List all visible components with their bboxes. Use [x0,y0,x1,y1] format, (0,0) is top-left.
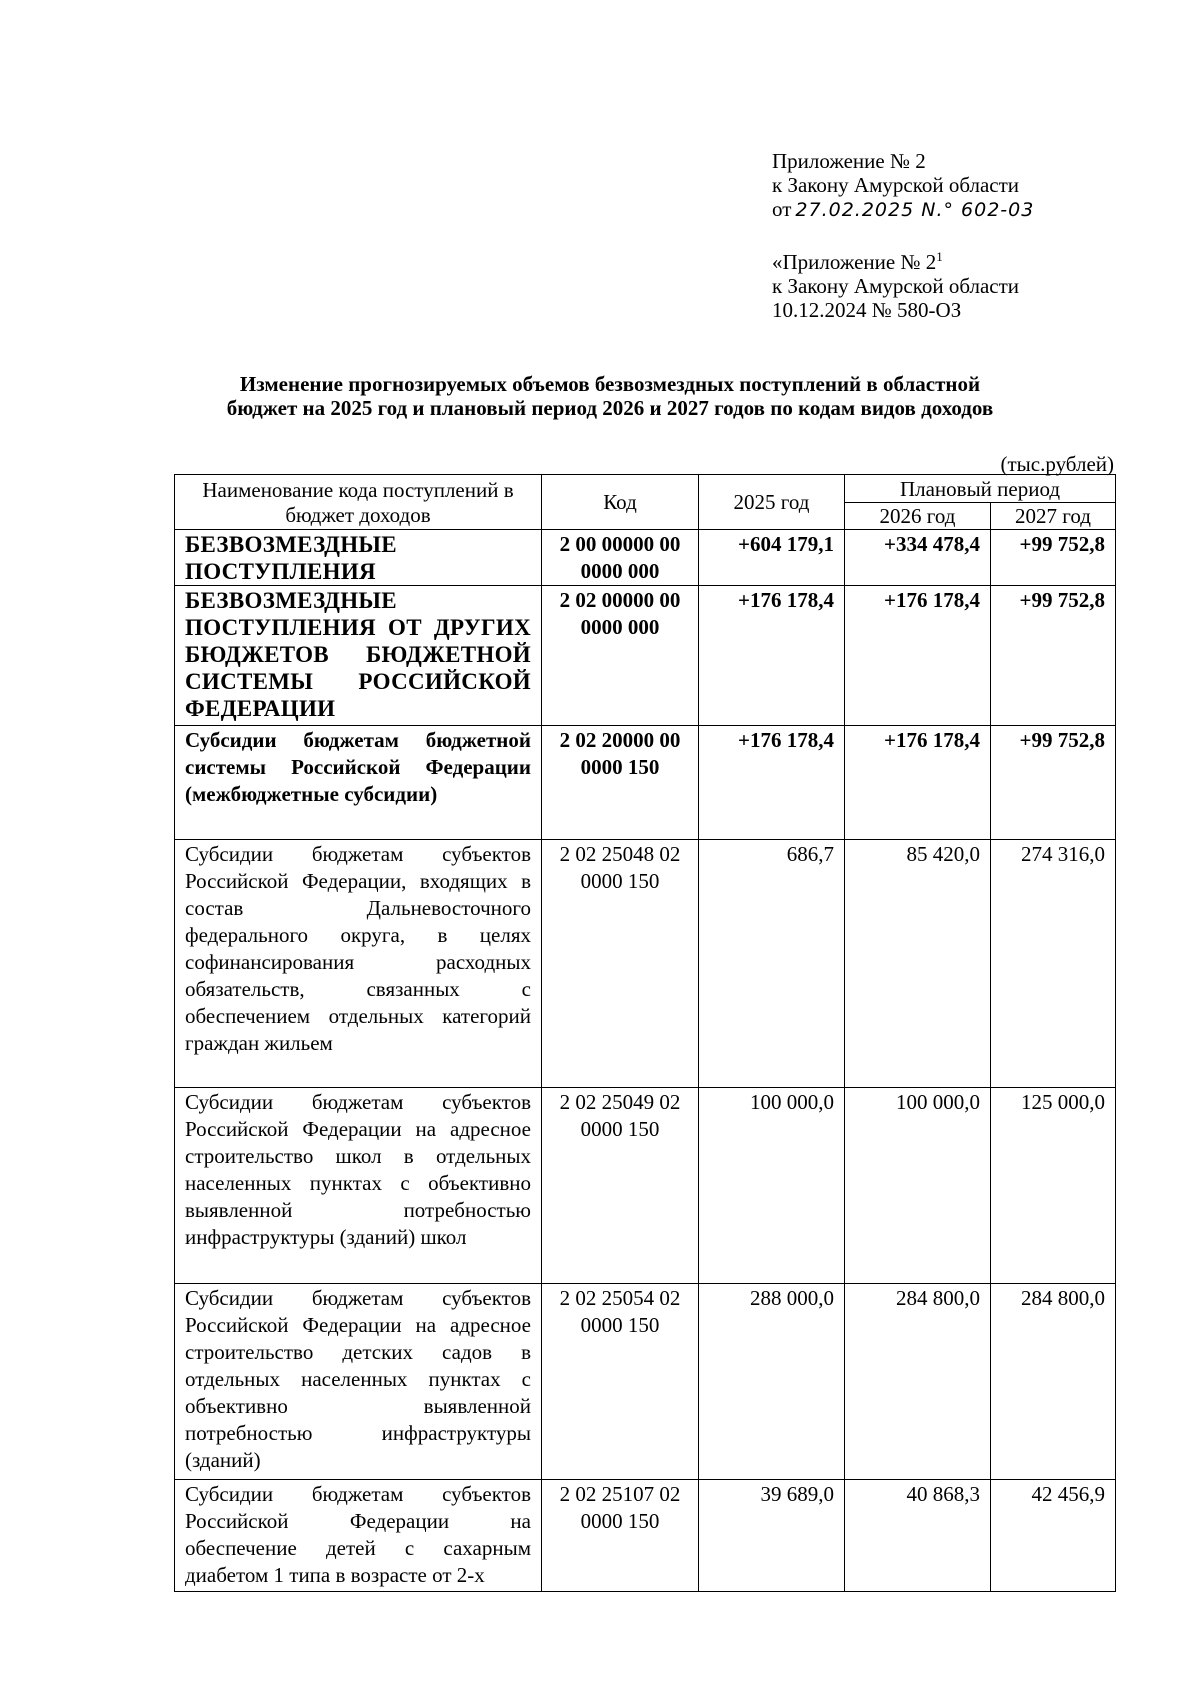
row-code: 2 02 25107 02 0000 150 [542,1480,699,1592]
row-2026: 40 868,3 [845,1480,991,1592]
previous-appendix-header [772,250,1019,322]
prev-appendix-superscript: 1 [936,249,943,264]
row-2025: 100 000,0 [699,1088,845,1284]
row-2027: +99 752,8 [991,530,1116,586]
row-2026: 284 800,0 [845,1284,991,1480]
header-2027: 2027 год [991,503,1116,530]
row-2026: 100 000,0 [845,1088,991,1284]
prev-appendix-law: к Закону Амурской области [772,274,1020,298]
row-2025: +176 178,4 [699,726,845,840]
table-row [175,1284,1116,1480]
appendix-number: Приложение № 2 [772,149,926,173]
row-name: Субсидии бюджетам бюджетной системы Российской Федерации (межбюджетные субсидии) [175,726,542,840]
table-row [175,530,1116,586]
revenue-table [174,474,1116,1592]
prev-appendix-date: 10.12.2024 № 580-ОЗ [772,298,962,322]
table-row [175,1480,1116,1592]
row-name: БЕЗВОЗМЕЗДНЫЕ ПОСТУПЛЕНИЯ ОТ ДРУГИХ БЮДЖЕТОВ БЮДЖЕТНОЙ СИСТЕМЫ РОССИЙСКОЙ ФЕДЕРАЦИИ [175,586,542,726]
row-name: Субсидии бюджетам субъектов Российской Федерации на адресное строительство школ в отдельных населенных пунктах с объективно выявленной потребностью инфраструктуры (зданий) школ [175,1088,542,1284]
header-2025: 2025 год [699,475,845,530]
row-2027: +99 752,8 [991,726,1116,840]
table-row [175,1088,1116,1284]
row-2027: 284 800,0 [991,1284,1116,1480]
row-2027: 42 456,9 [991,1480,1116,1592]
row-code: 2 00 00000 00 0000 000 [542,530,699,586]
handwritten-date-number: 27.02.2025 N.° 602-03 [795,199,1035,221]
appendix-date-line [772,197,1034,222]
document-title [140,372,1080,420]
row-2025: 686,7 [699,840,845,1088]
title-line-1: Изменение прогнозируемых объемов безвозмездных поступлений в областной [239,372,981,396]
row-name: БЕЗВОЗМЕЗДНЫЕ ПОСТУПЛЕНИЯ [175,530,542,586]
row-code: 2 02 25049 02 0000 150 [542,1088,699,1284]
row-2027: +99 752,8 [991,586,1116,726]
prev-appendix-number-text: «Приложение № 2 [772,250,937,274]
row-code: 2 02 20000 00 0000 150 [542,726,699,840]
row-code: 2 02 25048 02 0000 150 [542,840,699,1088]
row-name: Субсидии бюджетам субъектов Российской Федерации на адресное строительство детских садов в отдельных населенных пунктах с объективно выявленной потребностью инфраструктуры (зданий) [175,1284,542,1480]
row-2026: +334 478,4 [845,530,991,586]
appendix-header [772,149,1034,222]
row-name: Субсидии бюджетам субъектов Российской Федерации на обеспечение детей с сахарным диабетом 1 типа в возрасте от 2-х [175,1480,542,1592]
appendix-law: к Закону Амурской области [772,173,1020,197]
row-2026: +176 178,4 [845,726,991,840]
table-row [175,840,1116,1088]
row-2027: 125 000,0 [991,1088,1116,1284]
header-code: Код [542,475,699,530]
row-2025: 39 689,0 [699,1480,845,1592]
prev-appendix-number [772,250,1019,274]
row-2027: 274 316,0 [991,840,1116,1088]
header-row [175,475,1116,503]
header-planned-period: Плановый период [845,475,1116,503]
row-name: Субсидии бюджетам субъектов Российской Федерации, входящих в состав Дальневосточного федерального округа, в целях софинансирования расходных обязательств, связанных с обеспечением отдельных категорий граждан жильем [175,840,542,1088]
row-code: 2 02 00000 00 0000 000 [542,586,699,726]
title-line-2: бюджет на 2025 год и плановый период 2026 и 2027 годов по кодам видов доходов [226,396,994,420]
header-name: Наименование кода поступлений в бюджет доходов [175,475,542,530]
header-2026: 2026 год [845,503,991,530]
row-2025: +176 178,4 [699,586,845,726]
appendix-date-prefix: от [772,197,792,221]
row-2025: +604 179,1 [699,530,845,586]
row-2026: 85 420,0 [845,840,991,1088]
unit-label: (тыс.рублей) [1000,452,1114,476]
table-row [175,586,1116,726]
row-2026: +176 178,4 [845,586,991,726]
table-row [175,726,1116,840]
row-2025: 288 000,0 [699,1284,845,1480]
row-code: 2 02 25054 02 0000 150 [542,1284,699,1480]
